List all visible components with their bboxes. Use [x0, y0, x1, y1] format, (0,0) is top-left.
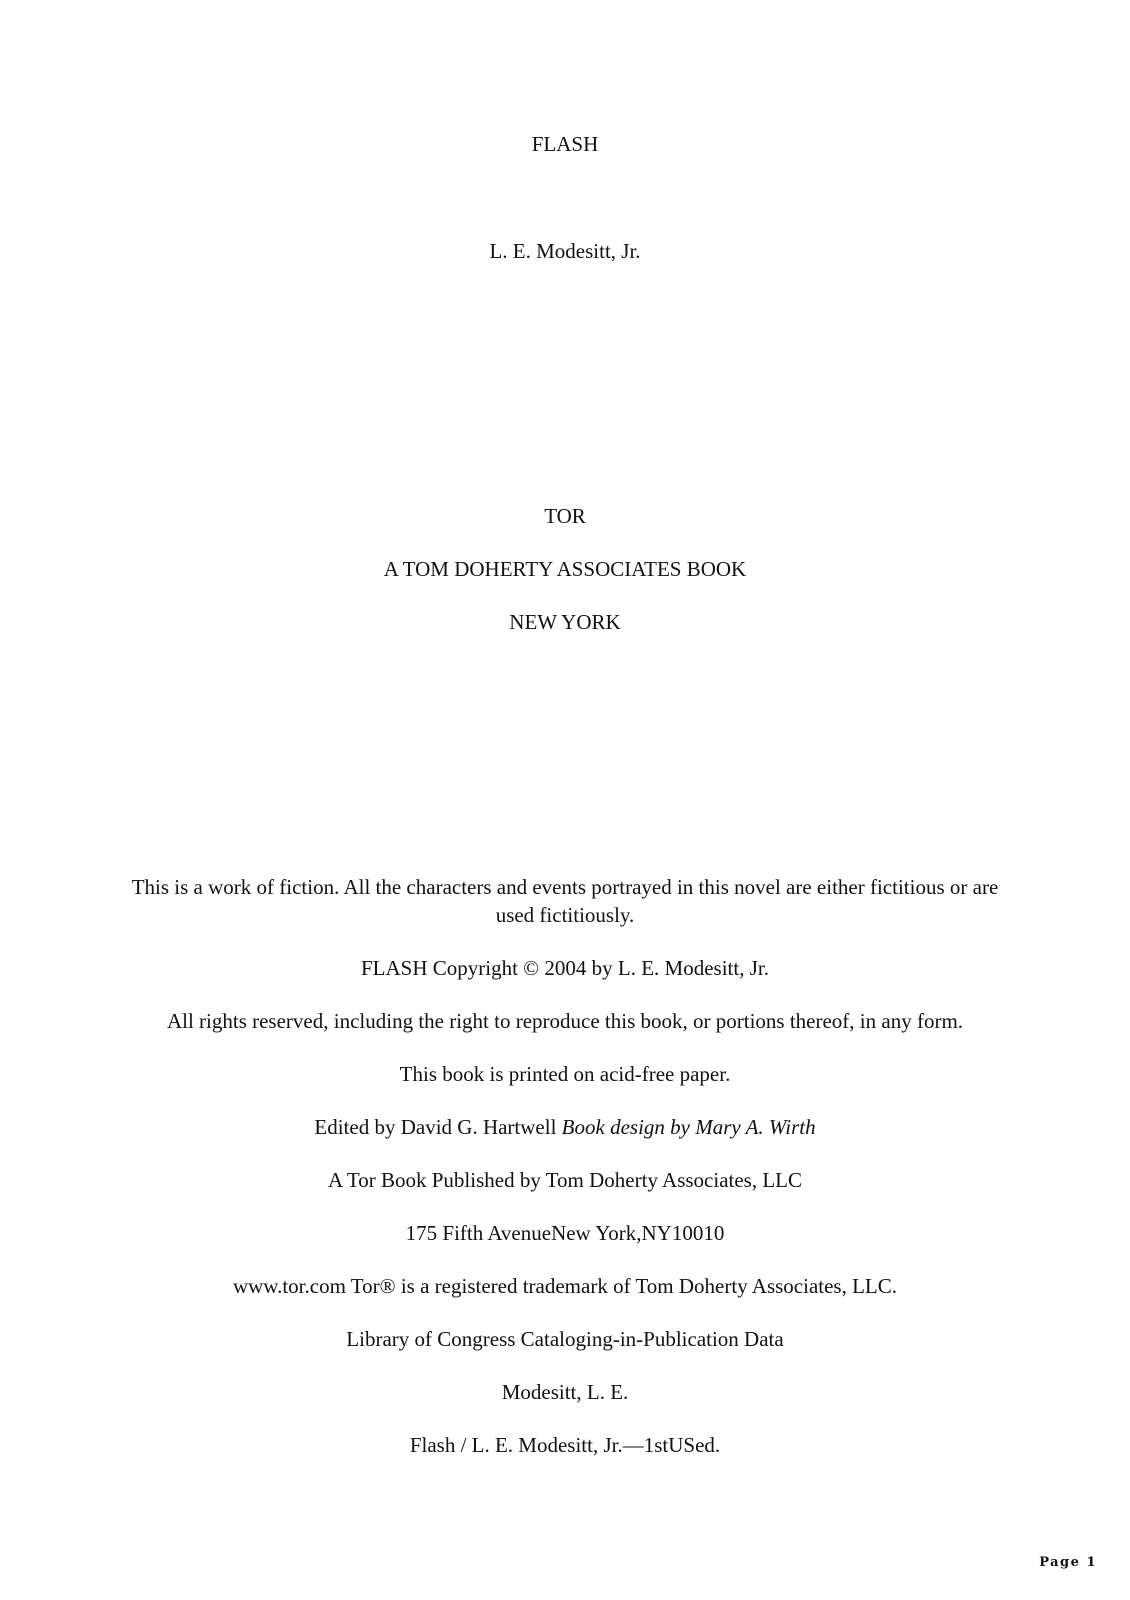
copyright-line: FLASH Copyright © 2004 by L. E. Modesitt, Jr. [361, 956, 769, 980]
fiction-notice: This is a work of fiction. All the characters and events portrayed in this novel are either fictitious or are used fictitiously. [131, 875, 999, 927]
editor-credit: Edited by David G. Hartwell [314, 1115, 557, 1139]
credits-line [0, 1113, 1130, 1141]
published-by-line: A Tor Book Published by Tom Doherty Associates, LLC [327, 1168, 803, 1192]
rights-line: All rights reserved, including the right to reproduce this book, or portions thereof, in any form. [166, 1009, 964, 1033]
cip-author: Modesitt, L. E. [501, 1380, 629, 1404]
author-name: L. E. Modesitt, Jr. [489, 239, 641, 263]
paper-line: This book is printed on acid-free paper. [399, 1062, 731, 1086]
cip-title: Flash / L. E. Modesitt, Jr.—1stUSed. [409, 1433, 721, 1457]
page-number: Page 1 [1039, 1555, 1097, 1570]
imprint-name: TOR [544, 504, 586, 528]
publisher-city: NEW YORK [509, 610, 621, 634]
book-title: FLASH [531, 132, 599, 156]
cip-header: Library of Congress Cataloging-in-Publication Data [346, 1327, 784, 1351]
design-credit: Book design by Mary A. Wirth [561, 1115, 816, 1139]
address-line: 175 Fifth AvenueNew York,NY10010 [405, 1221, 725, 1245]
trademark-line: www.tor.com Tor® is a registered trademark of Tom Doherty Associates, LLC. [232, 1274, 898, 1298]
publisher-line: A TOM DOHERTY ASSOCIATES BOOK [383, 557, 747, 581]
